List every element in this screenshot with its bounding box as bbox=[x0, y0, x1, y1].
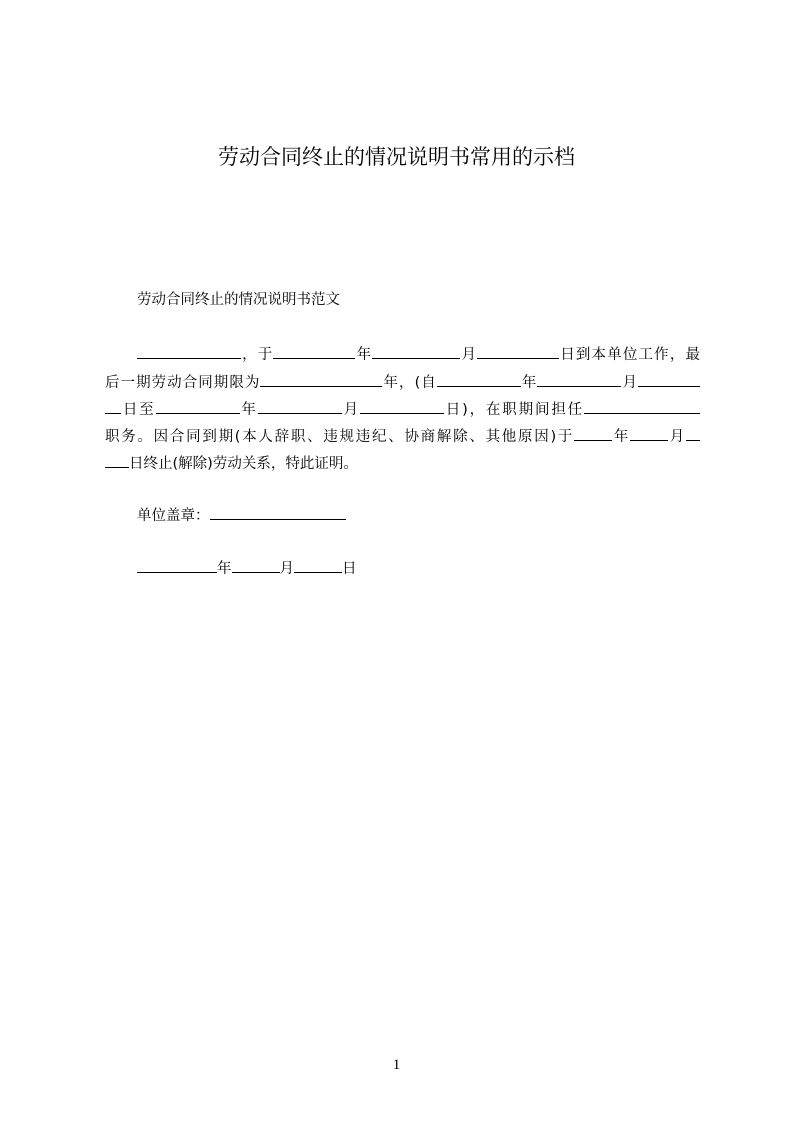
blank-name bbox=[137, 343, 241, 359]
blank-sign-day bbox=[294, 557, 342, 573]
blank-from-year bbox=[437, 371, 521, 387]
text-segment: 年 bbox=[217, 561, 232, 578]
blank-start-year bbox=[273, 343, 355, 359]
text-segment: 年 bbox=[355, 347, 373, 364]
blank-to-day bbox=[360, 398, 444, 414]
text-segment: 日 bbox=[342, 561, 357, 578]
blank-end-day bbox=[686, 425, 700, 441]
text-segment: 年 bbox=[520, 375, 538, 392]
paragraph-line-5 bbox=[105, 452, 700, 476]
blank-to-year bbox=[156, 398, 240, 414]
text-segment: 月 bbox=[341, 402, 360, 419]
blank-sign-month bbox=[232, 557, 280, 573]
blank-start-day bbox=[477, 343, 559, 359]
text-segment: 年，(自 bbox=[382, 375, 437, 392]
text-segment: 日终止(解除)劳动关系，特此证明。 bbox=[129, 456, 358, 473]
blank-start-month bbox=[372, 343, 460, 359]
blank-from-month bbox=[537, 371, 621, 387]
document-subtitle: 劳动合同终止的情况说明书范文 bbox=[137, 292, 340, 308]
text-segment: 年 bbox=[239, 402, 258, 419]
blank-end-year bbox=[574, 425, 612, 441]
date-line bbox=[137, 557, 357, 581]
blank-from-day bbox=[638, 371, 700, 387]
paragraph-line-2 bbox=[105, 371, 700, 395]
document-title: 劳动合同终止的情况说明书常用的示档 bbox=[218, 145, 575, 169]
text-segment: 月 bbox=[279, 561, 294, 578]
text-segment: 日到本单位工作，最 bbox=[559, 347, 700, 364]
text-segment: 职务。因合同到期(本人辞职、违规违纪、协商解除、其他原因)于 bbox=[105, 429, 575, 446]
paragraph-line-3 bbox=[105, 398, 700, 422]
text-segment: 月 bbox=[460, 347, 478, 364]
blank-end-month bbox=[630, 425, 668, 441]
indent-space bbox=[105, 344, 137, 359]
blank-sign-year bbox=[137, 557, 217, 573]
text-segment: 年 bbox=[612, 429, 631, 446]
blank-position bbox=[584, 398, 700, 414]
seal-label: 单位盖章： bbox=[137, 508, 210, 525]
blank-seal bbox=[210, 504, 346, 520]
blank-from-day-cont bbox=[105, 398, 121, 414]
blank-end-day-cont bbox=[105, 452, 129, 468]
seal-line bbox=[137, 504, 346, 528]
text-segment: 日至 bbox=[121, 402, 156, 419]
text-segment: 月 bbox=[668, 429, 687, 446]
blank-to-month bbox=[258, 398, 342, 414]
blank-contract-term bbox=[260, 371, 382, 387]
paragraph-line-4 bbox=[105, 425, 700, 449]
page-number: 1 bbox=[392, 1057, 401, 1073]
text-segment: ，于 bbox=[241, 347, 274, 364]
text-segment: 月 bbox=[621, 375, 638, 392]
paragraph-line-1 bbox=[105, 343, 700, 367]
text-segment: 后一期劳动合同期限为 bbox=[105, 375, 261, 392]
text-segment: 日)，在职期间担任 bbox=[443, 402, 584, 419]
